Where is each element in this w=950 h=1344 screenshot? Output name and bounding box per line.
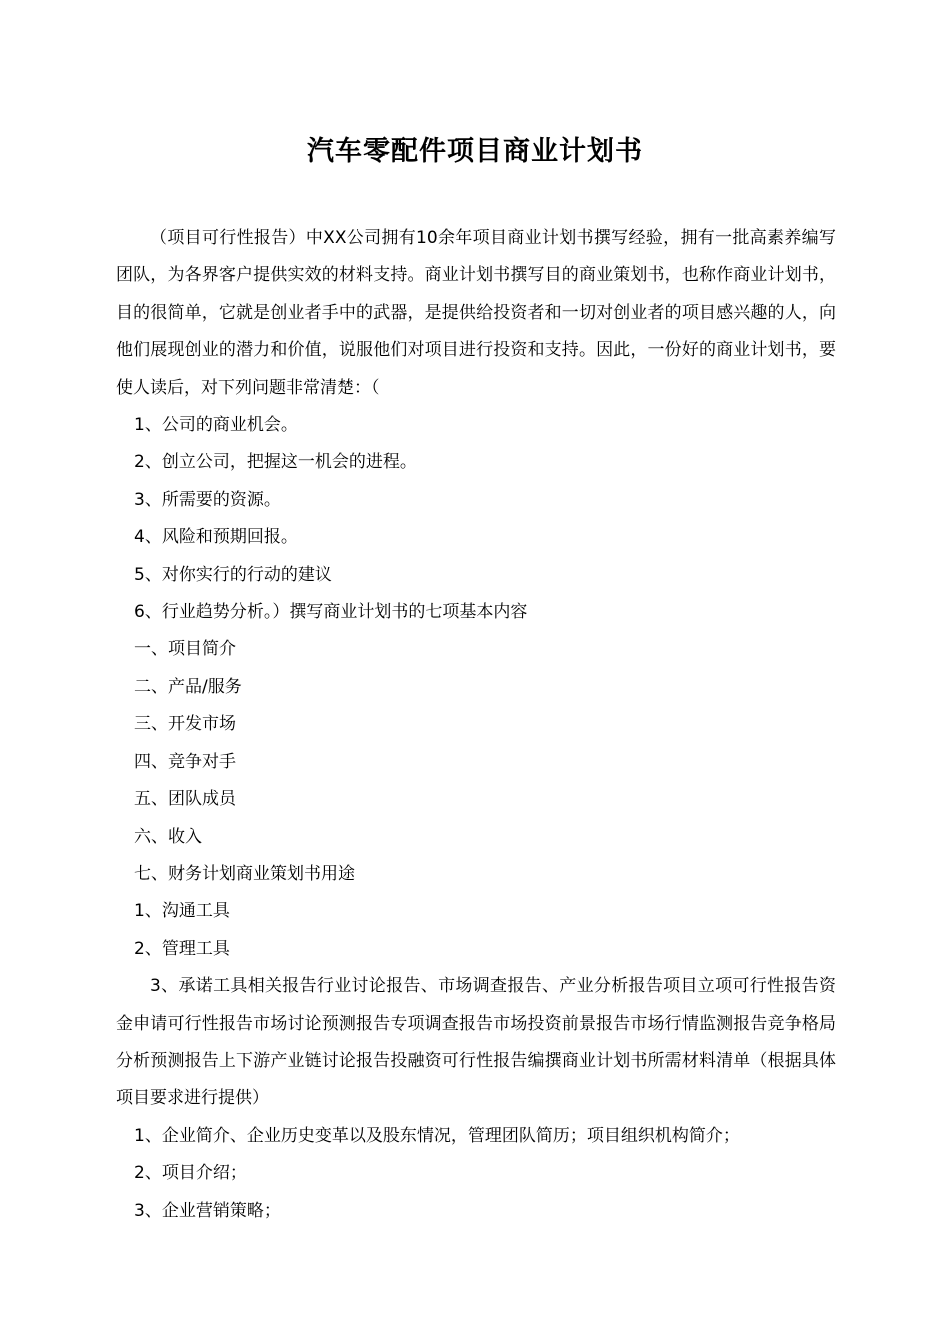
use3-paragraph: 3、承诺工具相关报告行业讨论报告、市场调查报告、产业分析报告项目立项可行性报告资金申请可行性报告市场讨论预测报告专项调查报告市场投资前景报告市场行情监测报告竞争格局分析预测报告上下游产业链讨论报告投融资可行性报告编撰商业计划书所需材料清单（根据具体项目要求进行提供） bbox=[116, 976, 836, 1109]
intro-paragraph: （项目可行性报告）中XX公司拥有10余年项目商业计划书撰写经验，拥有一批高素养编写团队，为各界客户提供实效的材料支持。商业计划书撰写目的商业策划书，也称作商业计划书，目的很简单，它就是创业者手中的武器，是提供给投资者和一切对创业者的项目感兴趣的人，向他们展现创业的潜力和价值，说服他们对项目进行投资和支持。因此，一份好的商业计划书，要使人读后，对下列问题非常清楚：（ bbox=[116, 228, 836, 398]
content-item: 五、团队成员 bbox=[134, 789, 236, 810]
material-item: 2、项目介绍； bbox=[134, 1163, 247, 1184]
document-body bbox=[116, 220, 836, 1230]
question-item: 1、公司的商业机会。 bbox=[134, 415, 298, 436]
question-item: 4、风险和预期回报。 bbox=[134, 527, 298, 548]
material-item: 3、企业营销策略； bbox=[134, 1200, 281, 1221]
content-item: 三、开发市场 bbox=[134, 714, 236, 735]
content-item: 四、竞争对手 bbox=[134, 751, 236, 772]
question-item: 3、所需要的资源。 bbox=[134, 489, 281, 510]
material-item: 1、企业简介、企业历史变革以及股东情况，管理团队简历；项目组织机构简介； bbox=[134, 1125, 740, 1146]
question-item: 6、行业趋势分析。）撰写商业计划书的七项基本内容 bbox=[134, 602, 528, 623]
content-item: 二、产品/服务 bbox=[134, 676, 242, 697]
use-item: 1、沟通工具 bbox=[134, 901, 230, 922]
content-item: 七、财务计划商业策划书用途 bbox=[134, 863, 355, 884]
use-item: 2、管理工具 bbox=[134, 938, 230, 959]
document-title: 汽车零配件项目商业计划书 bbox=[307, 136, 643, 167]
question-item: 2、创立公司，把握这一机会的进程。 bbox=[134, 452, 417, 473]
content-item: 六、收入 bbox=[134, 826, 202, 847]
content-item: 一、项目简介 bbox=[134, 639, 236, 660]
question-item: 5、对你实行的行动的建议 bbox=[134, 564, 332, 585]
